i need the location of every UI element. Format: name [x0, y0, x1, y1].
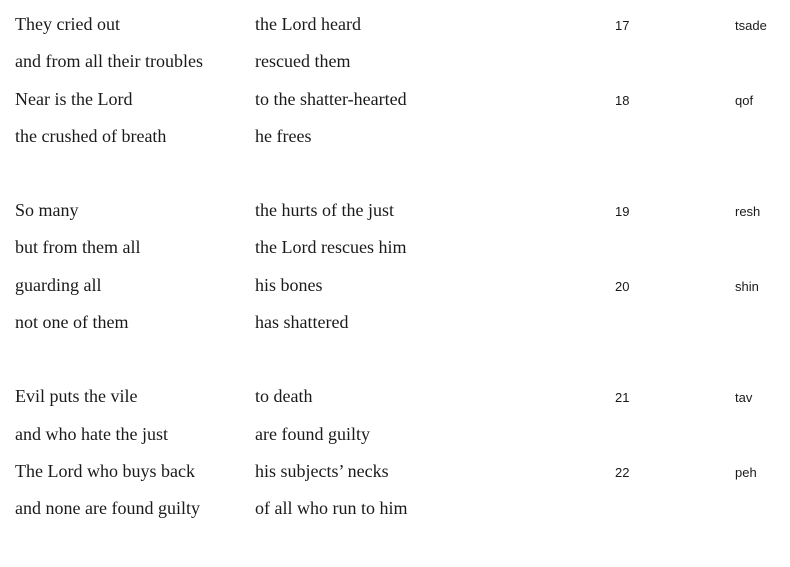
- line-first-half: the crushed of breath: [15, 125, 167, 146]
- line-second-half: of all who run to him: [255, 498, 408, 519]
- line-second-half: his subjects’ necks: [255, 460, 389, 481]
- line-first-half: guarding all: [15, 274, 102, 295]
- verse-number: 21: [615, 390, 630, 406]
- line-first-half: The Lord who buys back: [15, 460, 195, 481]
- verse-number: 18: [615, 92, 630, 108]
- hebrew-letter: peh: [735, 464, 757, 480]
- line-second-half: the hurts of the just: [255, 200, 394, 221]
- hebrew-letter: resh: [735, 204, 761, 220]
- stanza: [0, 8, 790, 157]
- poem-line: [0, 120, 790, 157]
- line-first-half: but from them all: [15, 237, 141, 258]
- line-first-half: Evil puts the vile: [15, 386, 138, 407]
- line-second-half: the Lord rescues him: [255, 237, 407, 258]
- poem-line: [0, 269, 790, 306]
- poem-line: [0, 45, 790, 82]
- poem-line: [0, 231, 790, 268]
- poem-line: [0, 306, 790, 343]
- poem: [0, 8, 790, 567]
- poem-line: [0, 492, 790, 529]
- line-second-half: has shattered: [255, 312, 349, 333]
- line-second-half: to the shatter-hearted: [255, 88, 407, 109]
- verse-number: 17: [615, 18, 630, 33]
- line-second-half: rescued them: [255, 51, 351, 72]
- line-first-half: and none are found guilty: [15, 498, 200, 519]
- line-first-half: not one of them: [15, 312, 129, 333]
- verse-number: 19: [615, 204, 630, 220]
- line-second-half: to death: [255, 386, 313, 407]
- line-second-half: the Lord heard: [255, 14, 361, 34]
- hebrew-letter: qof: [735, 92, 754, 108]
- poem-line: [0, 455, 790, 492]
- hebrew-letter: tav: [735, 390, 753, 406]
- verse-number: 20: [615, 278, 630, 294]
- line-second-half: his bones: [255, 274, 323, 295]
- line-second-half: he frees: [255, 125, 312, 146]
- hebrew-letter: tsade: [735, 18, 767, 33]
- poem-line: [0, 380, 790, 417]
- poem-line: [0, 83, 790, 120]
- line-first-half: and who hate the just: [15, 423, 168, 444]
- line-first-half: Near is the Lord: [15, 88, 133, 109]
- line-first-half: and from all their troubles: [15, 51, 203, 72]
- line-first-half: They cried out: [15, 14, 120, 34]
- verse-number: 22: [615, 464, 630, 480]
- stanza: [0, 380, 790, 529]
- poem-line: [0, 418, 790, 455]
- stanza: [0, 194, 790, 343]
- poem-line: [0, 194, 790, 231]
- hebrew-letter: shin: [735, 278, 759, 294]
- line-second-half: are found guilty: [255, 423, 370, 444]
- poem-line: [0, 8, 790, 45]
- line-first-half: So many: [15, 200, 79, 221]
